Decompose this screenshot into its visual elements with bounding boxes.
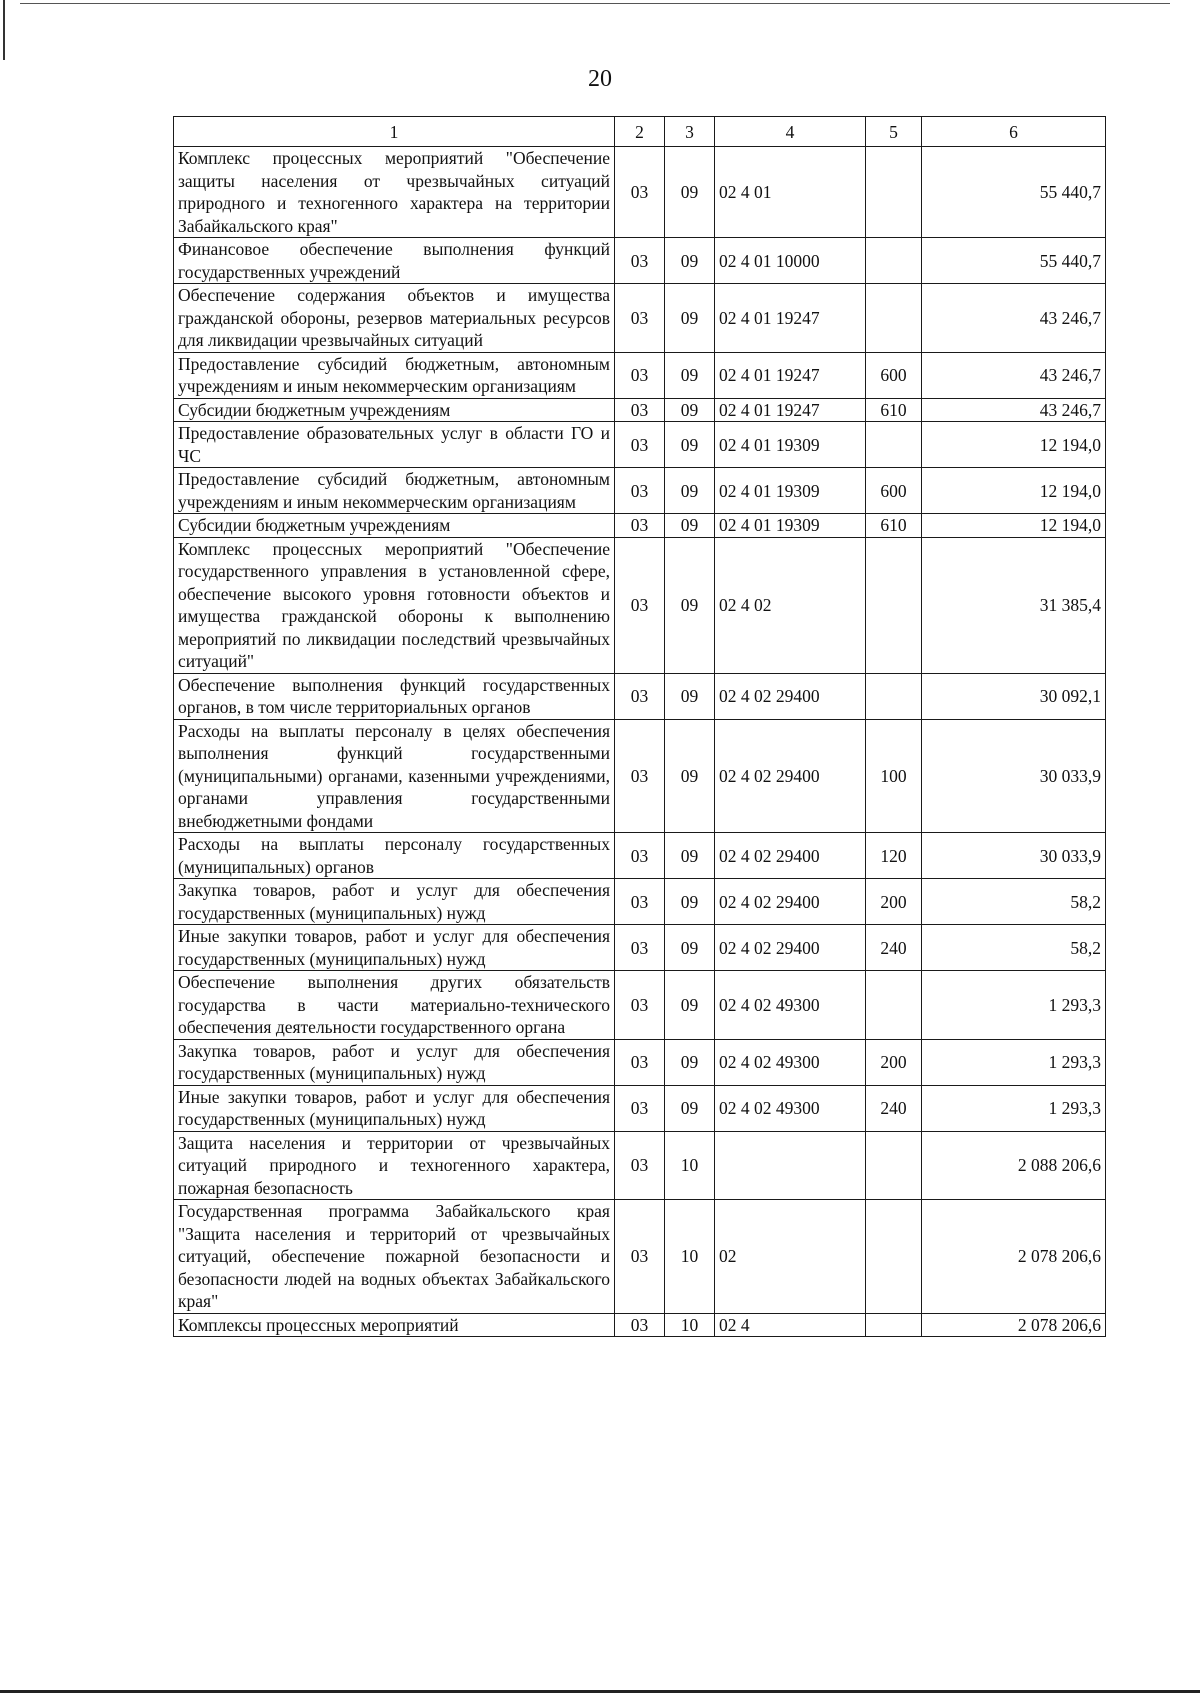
item-name-cell: Предоставление субсидий бюджетным, автономным учреждениям и иным некоммерческим организациям [174,468,615,514]
target-article-cell: 02 4 02 [715,537,866,673]
table-row [174,971,1106,1040]
amount-cell: 2 078 206,6 [922,1200,1106,1314]
amount-cell: 12 194,0 [922,422,1106,468]
amount-cell: 30 033,9 [922,719,1106,833]
header-col-4: 4 [715,117,866,147]
amount-cell: 12 194,0 [922,514,1106,538]
amount-cell: 1 293,3 [922,1039,1106,1085]
target-article-cell: 02 4 01 19309 [715,468,866,514]
subsection-cell: 09 [665,514,715,538]
table-row [174,537,1106,673]
expense-type-cell [866,238,922,284]
target-article-cell: 02 4 02 29400 [715,925,866,971]
table-row [174,673,1106,719]
header-col-1: 1 [174,117,615,147]
expense-type-cell [866,147,922,238]
header-row [174,117,1106,147]
subsection-cell: 10 [665,1313,715,1337]
section-cell: 03 [615,879,665,925]
table-row [174,1131,1106,1200]
amount-cell: 30 033,9 [922,833,1106,879]
amount-cell: 43 246,7 [922,284,1106,353]
section-cell: 03 [615,468,665,514]
section-cell: 03 [615,1085,665,1131]
target-article-cell: 02 4 02 49300 [715,1085,866,1131]
section-cell: 03 [615,147,665,238]
table-row [174,284,1106,353]
expense-type-cell [866,673,922,719]
item-name-cell: Обеспечение выполнения других обязательств государства в части материально-технического обеспечения деятельности государственного органа [174,971,615,1040]
amount-cell: 1 293,3 [922,971,1106,1040]
target-article-cell: 02 4 02 29400 [715,879,866,925]
amount-cell: 12 194,0 [922,468,1106,514]
item-name-cell: Предоставление субсидий бюджетным, автономным учреждениям и иным некоммерческим организациям [174,352,615,398]
section-cell: 03 [615,422,665,468]
subsection-cell: 10 [665,1131,715,1200]
subsection-cell: 09 [665,422,715,468]
table-row [174,1200,1106,1314]
target-article-cell: 02 4 02 29400 [715,673,866,719]
table-row [174,238,1106,284]
target-article-cell: 02 4 01 10000 [715,238,866,284]
table-row [174,719,1106,833]
amount-cell: 43 246,7 [922,398,1106,422]
expense-type-cell [866,1200,922,1314]
expense-type-cell: 100 [866,719,922,833]
item-name-cell: Комплексы процессных мероприятий [174,1313,615,1337]
scan-edge-bottom [0,1690,1200,1693]
table-row [174,833,1106,879]
expense-type-cell [866,1313,922,1337]
section-cell: 03 [615,514,665,538]
table-row [174,352,1106,398]
item-name-cell: Обеспечение выполнения функций государственных органов, в том числе территориальных органов [174,673,615,719]
amount-cell: 55 440,7 [922,238,1106,284]
target-article-cell [715,1131,866,1200]
section-cell: 03 [615,284,665,353]
page-number: 20 [588,66,612,92]
expense-type-cell: 200 [866,879,922,925]
expense-type-cell: 200 [866,1039,922,1085]
expense-type-cell: 610 [866,398,922,422]
subsection-cell: 09 [665,147,715,238]
expense-type-cell: 600 [866,468,922,514]
expense-type-cell: 610 [866,514,922,538]
subsection-cell: 09 [665,352,715,398]
item-name-cell: Закупка товаров, работ и услуг для обеспечения государственных (муниципальных) нужд [174,1039,615,1085]
table-row [174,147,1106,238]
target-article-cell: 02 4 02 29400 [715,833,866,879]
table-row [174,398,1106,422]
subsection-cell: 09 [665,673,715,719]
expense-type-cell [866,537,922,673]
target-article-cell: 02 4 02 49300 [715,1039,866,1085]
subsection-cell: 10 [665,1200,715,1314]
item-name-cell: Закупка товаров, работ и услуг для обеспечения государственных (муниципальных) нужд [174,879,615,925]
subsection-cell: 09 [665,971,715,1040]
section-cell: 03 [615,1131,665,1200]
item-name-cell: Субсидии бюджетным учреждениям [174,514,615,538]
target-article-cell: 02 4 01 [715,147,866,238]
subsection-cell: 09 [665,238,715,284]
expense-type-cell: 240 [866,925,922,971]
item-name-cell: Субсидии бюджетным учреждениям [174,398,615,422]
section-cell: 03 [615,971,665,1040]
section-cell: 03 [615,238,665,284]
target-article-cell: 02 [715,1200,866,1314]
section-cell: 03 [615,1039,665,1085]
table-header [174,117,1106,147]
section-cell: 03 [615,352,665,398]
item-name-cell: Предоставление образовательных услуг в области ГО и ЧС [174,422,615,468]
header-col-3: 3 [665,117,715,147]
item-name-cell: Комплекс процессных мероприятий "Обеспечение защиты населения от чрезвычайных ситуаций природного и техногенного характера на территории Забайкальского края" [174,147,615,238]
amount-cell: 58,2 [922,925,1106,971]
item-name-cell: Обеспечение содержания объектов и имущества гражданской обороны, резервов материальных ресурсов для ликвидации чрезвычайных ситуаций [174,284,615,353]
subsection-cell: 09 [665,719,715,833]
table-row [174,1313,1106,1337]
target-article-cell: 02 4 02 29400 [715,719,866,833]
amount-cell: 2 088 206,6 [922,1131,1106,1200]
section-cell: 03 [615,719,665,833]
subsection-cell: 09 [665,879,715,925]
expense-type-cell [866,1131,922,1200]
expense-type-cell: 240 [866,1085,922,1131]
section-cell: 03 [615,1313,665,1337]
table-row [174,925,1106,971]
expense-type-cell [866,284,922,353]
item-name-cell: Иные закупки товаров, работ и услуг для обеспечения государственных (муниципальных) нужд [174,925,615,971]
scan-edge-top [20,3,1170,4]
expense-type-cell: 120 [866,833,922,879]
table-row [174,879,1106,925]
section-cell: 03 [615,673,665,719]
target-article-cell: 02 4 01 19247 [715,352,866,398]
subsection-cell: 09 [665,284,715,353]
subsection-cell: 09 [665,468,715,514]
table-body [174,147,1106,1337]
expense-type-cell [866,422,922,468]
item-name-cell: Расходы на выплаты персоналу государственных (муниципальных) органов [174,833,615,879]
expense-type-cell: 600 [866,352,922,398]
target-article-cell: 02 4 [715,1313,866,1337]
subsection-cell: 09 [665,398,715,422]
section-cell: 03 [615,833,665,879]
table-row [174,422,1106,468]
table-row [174,1039,1106,1085]
item-name-cell: Расходы на выплаты персоналу в целях обеспечения выполнения функций государственными (муниципальными) органами, казенными учреждениями, органами управления государственными внебюджетными фондами [174,719,615,833]
subsection-cell: 09 [665,537,715,673]
table-row [174,514,1106,538]
amount-cell: 43 246,7 [922,352,1106,398]
subsection-cell: 09 [665,925,715,971]
target-article-cell: 02 4 01 19309 [715,514,866,538]
scan-edge-left [3,0,5,60]
amount-cell: 58,2 [922,879,1106,925]
target-article-cell: 02 4 02 49300 [715,971,866,1040]
item-name-cell: Финансовое обеспечение выполнения функций государственных учреждений [174,238,615,284]
amount-cell: 2 078 206,6 [922,1313,1106,1337]
section-cell: 03 [615,398,665,422]
target-article-cell: 02 4 01 19247 [715,398,866,422]
item-name-cell: Комплекс процессных мероприятий "Обеспечение государственного управления в установленной сфере, обеспечение высокого уровня готовности объектов и имущества гражданской обороны к выполнению мероприятий по ликвидации последствий чрезвычайных ситуаций" [174,537,615,673]
amount-cell: 31 385,4 [922,537,1106,673]
section-cell: 03 [615,925,665,971]
target-article-cell: 02 4 01 19309 [715,422,866,468]
section-cell: 03 [615,1200,665,1314]
subsection-cell: 09 [665,1039,715,1085]
header-col-2: 2 [615,117,665,147]
target-article-cell: 02 4 01 19247 [715,284,866,353]
amount-cell: 30 092,1 [922,673,1106,719]
subsection-cell: 09 [665,833,715,879]
amount-cell: 1 293,3 [922,1085,1106,1131]
item-name-cell: Иные закупки товаров, работ и услуг для обеспечения государственных (муниципальных) нужд [174,1085,615,1131]
table-row [174,468,1106,514]
header-col-6: 6 [922,117,1106,147]
item-name-cell: Защита населения и территории от чрезвычайных ситуаций природного и техногенного характера, пожарная безопасность [174,1131,615,1200]
amount-cell: 55 440,7 [922,147,1106,238]
budget-table [173,116,1106,1337]
subsection-cell: 09 [665,1085,715,1131]
item-name-cell: Государственная программа Забайкальского края "Защита населения и территорий от чрезвычайных ситуаций, обеспечение пожарной безопасности и безопасности людей на водных объектах Забайкальского края" [174,1200,615,1314]
section-cell: 03 [615,537,665,673]
header-col-5: 5 [866,117,922,147]
table-row [174,1085,1106,1131]
expense-type-cell [866,971,922,1040]
